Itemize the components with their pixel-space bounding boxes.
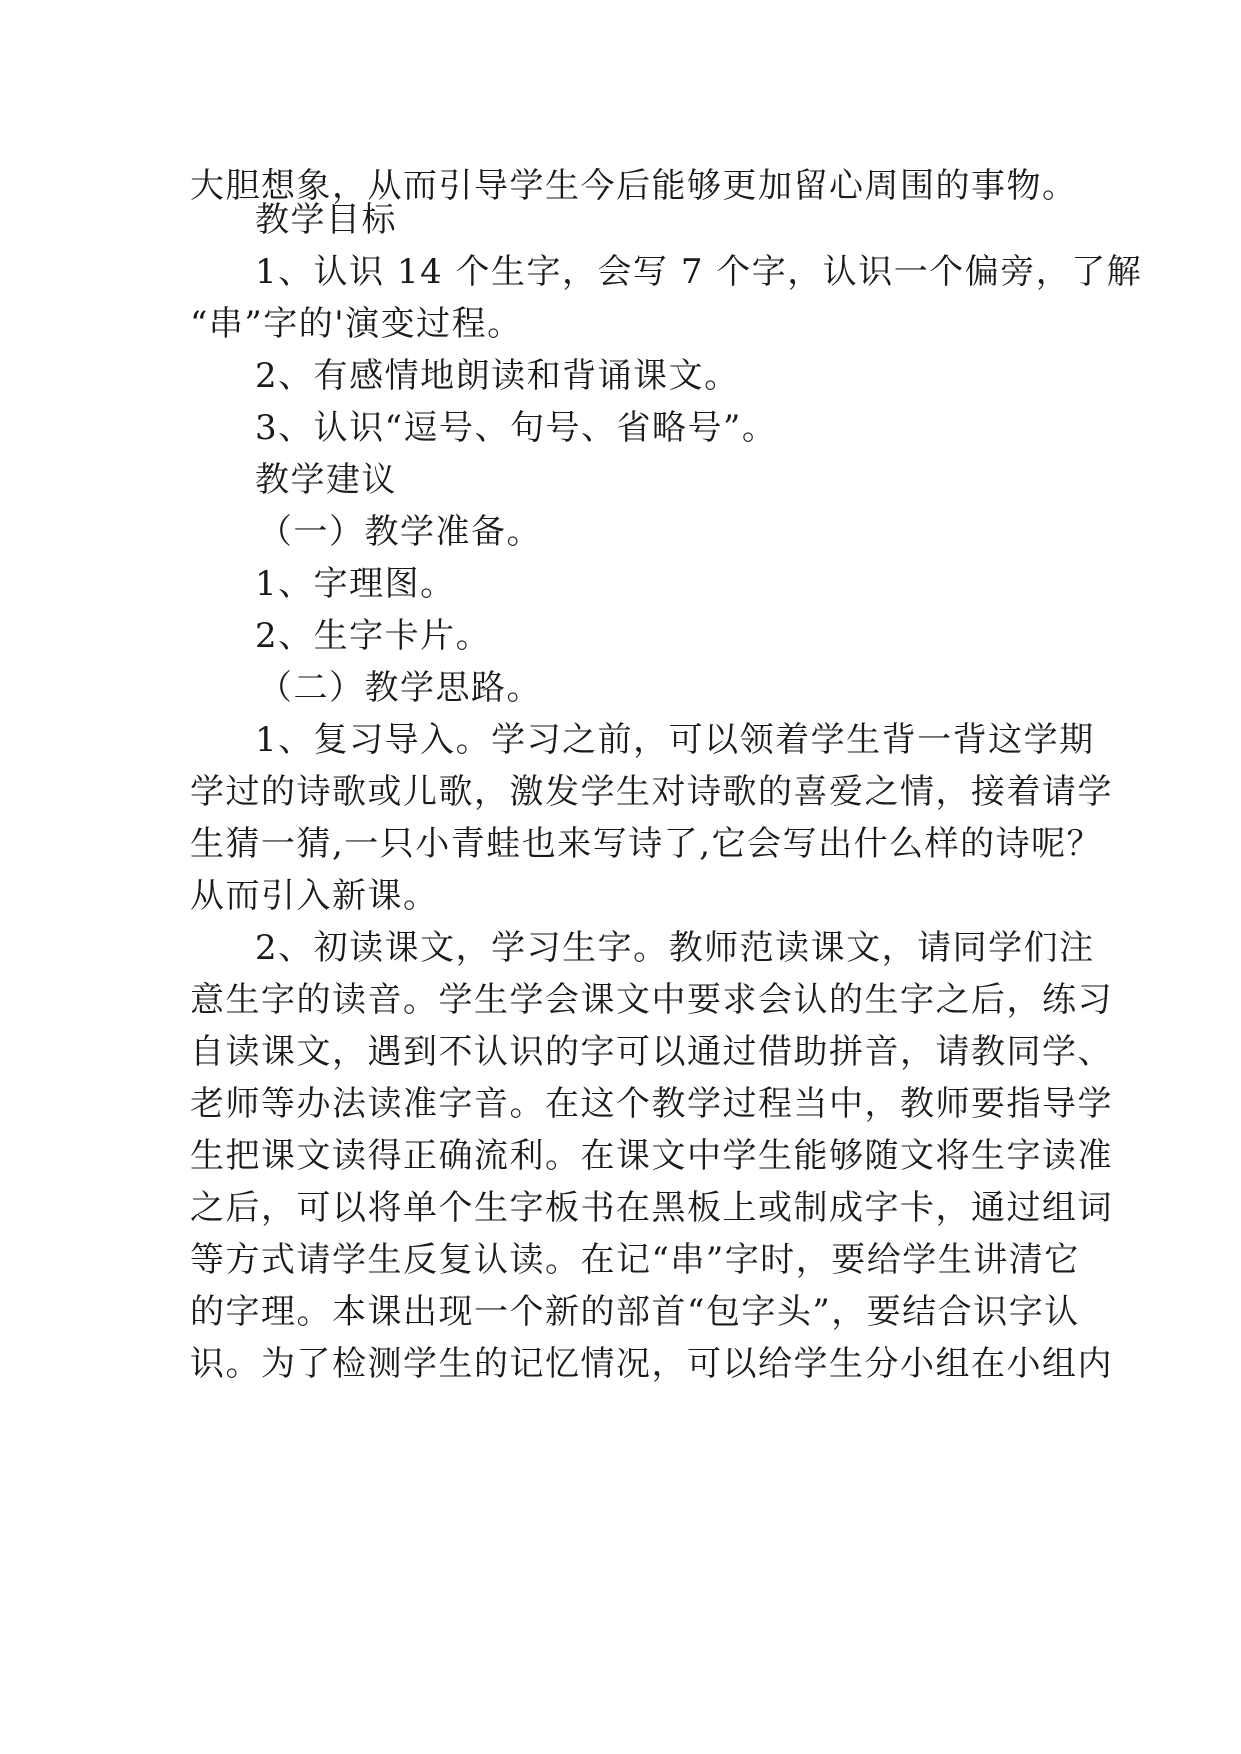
text-line: 1、认识 14 个生字，会写 7 个字，认识一个偏旁，了解	[255, 252, 1143, 292]
text-line: 从而引入新课。	[190, 876, 439, 916]
text-line: 2、有感情地朗读和背诵课文。	[255, 356, 740, 396]
section-heading: 教学建议	[255, 460, 397, 500]
text-line: 生猜一猜,一只小青蛙也来写诗了,它会写出什么样的诗呢？	[190, 824, 1103, 864]
text-line: 生把课文读得正确流利。在课文中学生能够随文将生字读准	[190, 1136, 1113, 1176]
subsection-heading: （二）教学思路。	[258, 668, 542, 708]
text-line: 1、字理图。	[255, 564, 456, 604]
text-line: 大胆想象，从而引导学生今后能够更加留心周围的事物。	[190, 166, 1078, 206]
text-line: 1、复习导入。学习之前，可以领着学生背一背这学期	[255, 720, 1095, 760]
text-line: 学过的诗歌或儿歌，激发学生对诗歌的喜爱之情，接着请学	[190, 772, 1113, 812]
text-line: 意生字的读音。学生学会课文中要求会认的生字之后，练习	[190, 980, 1113, 1020]
subsection-heading: （一）教学准备。	[258, 512, 542, 552]
section-heading: 教学目标	[255, 200, 397, 240]
text-line: 老师等办法读准字音。在这个教学过程当中，教师要指导学	[190, 1084, 1113, 1124]
text-line: 自读课文，遇到不认识的字可以通过借助拼音，请教同学、	[190, 1032, 1113, 1072]
text-line: 3、认识“逗号、句号、省略号”。	[255, 408, 778, 448]
text-line: 等方式请学生反复认读。在记“串”字时，要给学生讲清它	[190, 1240, 1080, 1280]
text-line: 之后，可以将单个生字板书在黑板上或制成字卡，通过组词	[190, 1188, 1113, 1228]
text-line: 2、初读课文，学习生字。教师范读课文，请同学们注	[255, 928, 1095, 968]
text-line: 的字理。本课出现一个新的部首“包字头”，要结合识字认	[190, 1292, 1080, 1332]
text-line: 识。为了检测学生的记忆情况，可以给学生分小组在小组内	[190, 1344, 1113, 1384]
text-line: “串”字的'演变过程。	[190, 304, 523, 344]
text-line: 2、生字卡片。	[255, 616, 492, 656]
